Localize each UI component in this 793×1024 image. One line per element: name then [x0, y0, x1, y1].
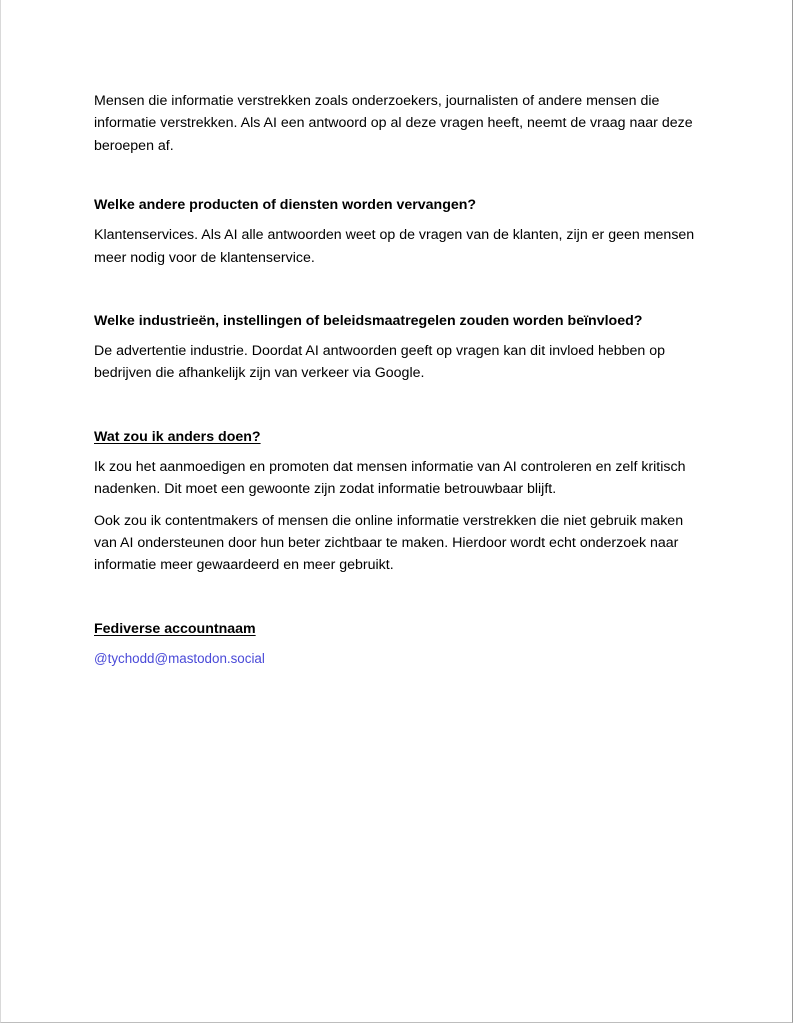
heading-what-would-i-do: Wat zou ik anders doen? — [94, 428, 261, 445]
paragraph-encourage-verification: Ik zou het aanmoedigen en promoten dat mensen informatie van AI controleren en zelf kritisch nadenken. Dit moet een gewoonte zijn zodat informatie betrouwbaar blijft. — [94, 458, 686, 498]
heading-fediverse-account: Fediverse accountnaam — [94, 620, 256, 637]
intro-paragraph: Mensen die informatie verstrekken zoals onderzoekers, journalisten of andere mensen die informatie verstrekken. Als AI een antwoord op al deze vragen heeft, neemt de vraag naar deze beroepen af. — [94, 93, 693, 154]
paragraph-support-creators: Ook zou ik contentmakers of mensen die online informatie verstrekken die niet gebruik maken van AI ondersteunen door hun beter zichtbaar te maken. Hierdoor wordt echt onderzoek naar informatie meer gewaardeerd en meer gebruikt. — [94, 512, 684, 574]
paragraph-advertising-industry: De advertentie industrie. Doordat AI antwoorden geeft op vragen kan dit invloed hebben op bedrijven die afhankelijk zijn van verkeer via Google. — [94, 343, 666, 382]
document-content — [94, 90, 709, 669]
fediverse-account-link[interactable]: @tychodd@mastodon.social — [94, 650, 265, 666]
heading-affected-industries: Welke industrieën, instellingen of beleidsmaatregelen zouden worden beïnvloed? — [94, 313, 643, 330]
heading-replaced-products: Welke andere producten of diensten worden vervangen? — [94, 197, 477, 214]
paragraph-customer-service: Klantenservices. Als AI alle antwoorden weet op de vragen van de klanten, zijn er geen mensen meer nodig voor de klantenservice. — [94, 227, 695, 266]
